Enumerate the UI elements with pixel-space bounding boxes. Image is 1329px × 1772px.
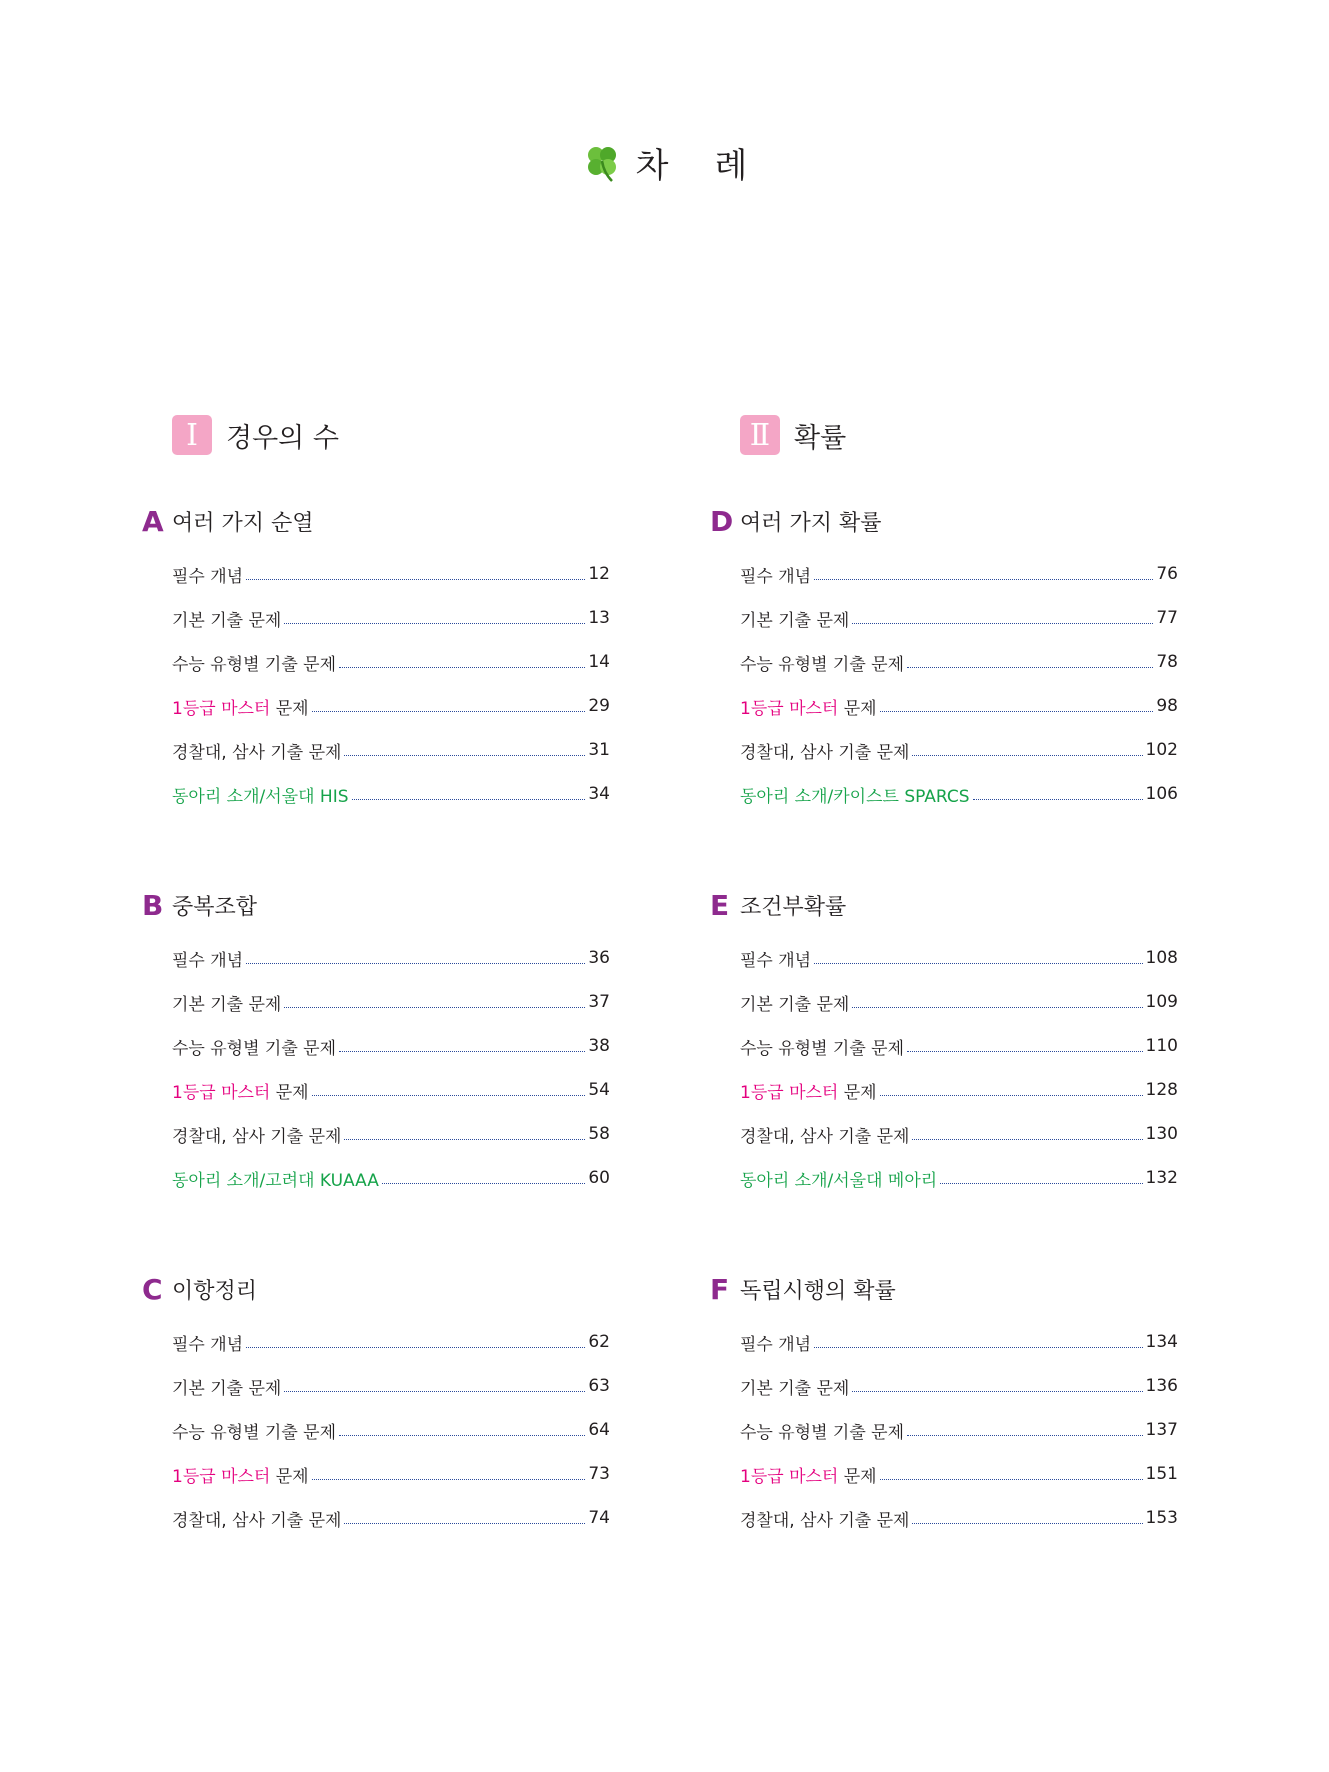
entry-page: 36 xyxy=(588,948,610,968)
entry-label: 기본 기출 문제 xyxy=(172,1378,282,1399)
section-a-header xyxy=(142,501,622,541)
dot-leader xyxy=(852,1391,1142,1392)
toc-entry[interactable] xyxy=(172,1024,610,1068)
entry-label-rest: 문제 xyxy=(270,698,309,719)
entry-label: 수능 유형별 기출 문제 xyxy=(172,1422,337,1443)
section-a xyxy=(142,501,622,816)
dot-leader xyxy=(912,1523,1142,1524)
entry-page: 73 xyxy=(588,1464,610,1484)
entry-label: 기본 기출 문제 xyxy=(172,994,282,1015)
toc-entry[interactable] xyxy=(740,1408,1178,1452)
section-letter: B xyxy=(142,888,164,922)
dot-leader xyxy=(246,579,585,580)
entry-page: 74 xyxy=(588,1508,610,1528)
entry-page: 132 xyxy=(1145,1168,1178,1188)
toc-entry[interactable] xyxy=(740,640,1178,684)
toc-entry[interactable] xyxy=(172,1112,610,1156)
section-b-header xyxy=(142,885,622,925)
entry-label xyxy=(740,1078,877,1103)
dot-leader xyxy=(312,1479,586,1480)
entry-label-highlight: 1등급 마스터 xyxy=(172,1082,271,1103)
entry-label: 경찰대, 삼사 기출 문제 xyxy=(172,1126,342,1147)
part-2-badge: Ⅱ xyxy=(740,415,780,455)
toc-entry[interactable] xyxy=(172,980,610,1024)
entry-page: 37 xyxy=(588,992,610,1012)
entry-page: 64 xyxy=(588,1420,610,1440)
toc-entry[interactable] xyxy=(172,552,610,596)
section-c xyxy=(142,1269,622,1540)
dot-leader xyxy=(344,1523,585,1524)
toc-entry[interactable] xyxy=(740,1156,1178,1200)
entry-label: 경찰대, 삼사 기출 문제 xyxy=(172,1510,342,1531)
toc-entry[interactable] xyxy=(740,936,1178,980)
entry-label-rest: 문제 xyxy=(838,1082,877,1103)
section-letter: C xyxy=(142,1272,163,1306)
entry-page: 31 xyxy=(588,740,610,760)
dot-leader xyxy=(814,579,1153,580)
entry-page: 76 xyxy=(1156,564,1178,584)
dot-leader xyxy=(344,1139,585,1140)
part-2-title: 확률 xyxy=(794,422,847,454)
entry-page: 153 xyxy=(1145,1508,1178,1528)
entry-label-rest: 문제 xyxy=(838,698,877,719)
entry-label: 수능 유형별 기출 문제 xyxy=(172,654,337,675)
entry-label: 기본 기출 문제 xyxy=(172,610,282,631)
toc-entry[interactable] xyxy=(740,1496,1178,1540)
entry-label: 필수 개념 xyxy=(740,566,812,587)
entry-label: 동아리 소개/서울대 메아리 xyxy=(740,1170,938,1191)
entry-label-highlight: 1등급 마스터 xyxy=(172,1466,271,1487)
entry-label: 필수 개념 xyxy=(172,950,244,971)
entry-label: 필수 개념 xyxy=(172,566,244,587)
section-f-header xyxy=(710,1269,1190,1309)
section-title: 독립시행의 확률 xyxy=(740,1278,896,1304)
title-char-1: 차 xyxy=(635,146,669,186)
section-letter: D xyxy=(710,504,734,538)
entry-page: 77 xyxy=(1156,608,1178,628)
toc-entry[interactable] xyxy=(740,552,1178,596)
part-1-header xyxy=(172,412,622,458)
entry-label: 경찰대, 삼사 기출 문제 xyxy=(740,1510,910,1531)
entry-page: 134 xyxy=(1145,1332,1178,1352)
entry-label: 기본 기출 문제 xyxy=(740,994,850,1015)
dot-leader xyxy=(852,623,1153,624)
entry-page: 29 xyxy=(588,696,610,716)
entry-label: 수능 유형별 기출 문제 xyxy=(740,1038,905,1059)
entry-label: 동아리 소개/카이스트 SPARCS xyxy=(740,786,970,807)
entry-page: 63 xyxy=(588,1376,610,1396)
toc-entry[interactable] xyxy=(740,1068,1178,1112)
entry-label-highlight: 1등급 마스터 xyxy=(740,1466,839,1487)
entry-label: 필수 개념 xyxy=(740,950,812,971)
entry-label xyxy=(740,1462,877,1487)
entry-page: 136 xyxy=(1145,1376,1178,1396)
section-title: 여러 가지 확률 xyxy=(740,510,882,536)
entry-label: 필수 개념 xyxy=(172,1334,244,1355)
dot-leader xyxy=(284,1007,585,1008)
entry-page: 108 xyxy=(1145,948,1178,968)
toc-entry[interactable] xyxy=(172,1068,610,1112)
dot-leader xyxy=(973,799,1143,800)
entry-label xyxy=(172,694,309,719)
dot-leader xyxy=(246,1347,585,1348)
toc-entry[interactable] xyxy=(740,772,1178,816)
section-title: 여러 가지 순열 xyxy=(172,510,314,536)
toc-entry[interactable] xyxy=(172,684,610,728)
entry-page: 58 xyxy=(588,1124,610,1144)
entry-label-highlight: 1등급 마스터 xyxy=(172,698,271,719)
dot-leader xyxy=(339,667,585,668)
toc-entry[interactable] xyxy=(740,1452,1178,1496)
dot-leader xyxy=(284,623,585,624)
toc-entry[interactable] xyxy=(740,684,1178,728)
entry-label-rest: 문제 xyxy=(270,1466,309,1487)
dot-leader xyxy=(814,1347,1142,1348)
entry-label-rest: 문제 xyxy=(838,1466,877,1487)
dot-leader xyxy=(852,1007,1142,1008)
dot-leader xyxy=(912,1139,1142,1140)
entry-page: 60 xyxy=(588,1168,610,1188)
dot-leader xyxy=(912,755,1142,756)
toc-entry[interactable] xyxy=(172,1156,610,1200)
dot-leader xyxy=(344,755,585,756)
toc-entry[interactable] xyxy=(740,596,1178,640)
section-letter: F xyxy=(710,1272,730,1306)
entry-page: 34 xyxy=(588,784,610,804)
dot-leader xyxy=(907,667,1153,668)
entry-page: 12 xyxy=(588,564,610,584)
entry-label: 기본 기출 문제 xyxy=(740,1378,850,1399)
toc-entry[interactable] xyxy=(740,1320,1178,1364)
dot-leader xyxy=(312,1095,586,1096)
dot-leader xyxy=(339,1435,585,1436)
section-title: 조건부확률 xyxy=(740,894,847,920)
section-c-header xyxy=(142,1269,622,1309)
toc-entry[interactable] xyxy=(172,1364,610,1408)
section-letter: E xyxy=(710,888,730,922)
toc-entry[interactable] xyxy=(172,1408,610,1452)
entry-label: 수능 유형별 기출 문제 xyxy=(172,1038,337,1059)
entry-label: 경찰대, 삼사 기출 문제 xyxy=(740,1126,910,1147)
entry-page: 13 xyxy=(588,608,610,628)
entry-page: 110 xyxy=(1145,1036,1178,1056)
dot-leader xyxy=(382,1183,585,1184)
entry-page: 137 xyxy=(1145,1420,1178,1440)
toc-entry[interactable] xyxy=(740,1364,1178,1408)
dot-leader xyxy=(940,1183,1142,1184)
entry-label-highlight: 1등급 마스터 xyxy=(740,698,839,719)
dot-leader xyxy=(880,711,1154,712)
entry-page: 102 xyxy=(1145,740,1178,760)
dot-leader xyxy=(907,1435,1143,1436)
clover-icon xyxy=(582,143,622,183)
toc-entry[interactable] xyxy=(740,980,1178,1024)
dot-leader xyxy=(284,1391,585,1392)
page-title xyxy=(0,138,1329,187)
section-b xyxy=(142,885,622,1200)
dot-leader xyxy=(246,963,585,964)
part-2-column xyxy=(710,412,1190,1531)
title-char-2: 례 xyxy=(714,146,748,186)
dot-leader xyxy=(352,799,586,800)
entry-label: 동아리 소개/서울대 HIS xyxy=(172,786,349,807)
section-letter: A xyxy=(142,504,164,538)
entry-page: 38 xyxy=(588,1036,610,1056)
toc-entry[interactable] xyxy=(740,1112,1178,1156)
entry-page: 151 xyxy=(1145,1464,1178,1484)
dot-leader xyxy=(312,711,586,712)
toc-entry[interactable] xyxy=(172,772,610,816)
entry-page: 109 xyxy=(1145,992,1178,1012)
section-e xyxy=(710,885,1190,1200)
entry-label xyxy=(740,694,877,719)
toc-entry[interactable] xyxy=(740,1024,1178,1068)
entry-page: 106 xyxy=(1145,784,1178,804)
dot-leader xyxy=(339,1051,585,1052)
entry-page: 14 xyxy=(588,652,610,672)
dot-leader xyxy=(880,1479,1143,1480)
section-d-header xyxy=(710,501,1190,541)
part-1-title: 경우의 수 xyxy=(226,422,339,454)
entry-label-rest: 문제 xyxy=(270,1082,309,1103)
entry-label: 경찰대, 삼사 기출 문제 xyxy=(740,742,910,763)
entry-page: 98 xyxy=(1156,696,1178,716)
dot-leader xyxy=(907,1051,1143,1052)
entry-label: 동아리 소개/고려대 KUAAA xyxy=(172,1170,379,1191)
toc-entry[interactable] xyxy=(172,596,610,640)
toc-entry[interactable] xyxy=(172,1320,610,1364)
section-title: 중복조합 xyxy=(172,894,258,920)
entry-label: 수능 유형별 기출 문제 xyxy=(740,1422,905,1443)
toc-entry[interactable] xyxy=(172,1452,610,1496)
entry-page: 54 xyxy=(588,1080,610,1100)
part-2-header xyxy=(740,412,1190,458)
toc-entry[interactable] xyxy=(172,728,610,772)
entry-label: 수능 유형별 기출 문제 xyxy=(740,654,905,675)
toc-entry[interactable] xyxy=(172,1496,610,1540)
entry-page: 78 xyxy=(1156,652,1178,672)
section-d xyxy=(710,501,1190,816)
entry-label xyxy=(172,1462,309,1487)
entry-label xyxy=(172,1078,309,1103)
entry-label-highlight: 1등급 마스터 xyxy=(740,1082,839,1103)
entry-label: 필수 개념 xyxy=(740,1334,812,1355)
toc-entry[interactable] xyxy=(172,936,610,980)
entry-page: 128 xyxy=(1145,1080,1178,1100)
part-1-column xyxy=(142,412,622,1531)
section-e-header xyxy=(710,885,1190,925)
dot-leader xyxy=(814,963,1142,964)
part-1-badge: Ⅰ xyxy=(172,415,212,455)
section-title: 이항정리 xyxy=(172,1278,258,1304)
entry-label: 경찰대, 삼사 기출 문제 xyxy=(172,742,342,763)
toc-entry[interactable] xyxy=(172,640,610,684)
dot-leader xyxy=(880,1095,1143,1096)
toc-entry[interactable] xyxy=(740,728,1178,772)
entry-page: 130 xyxy=(1145,1124,1178,1144)
section-f xyxy=(710,1269,1190,1540)
entry-page: 62 xyxy=(588,1332,610,1352)
entry-label: 기본 기출 문제 xyxy=(740,610,850,631)
